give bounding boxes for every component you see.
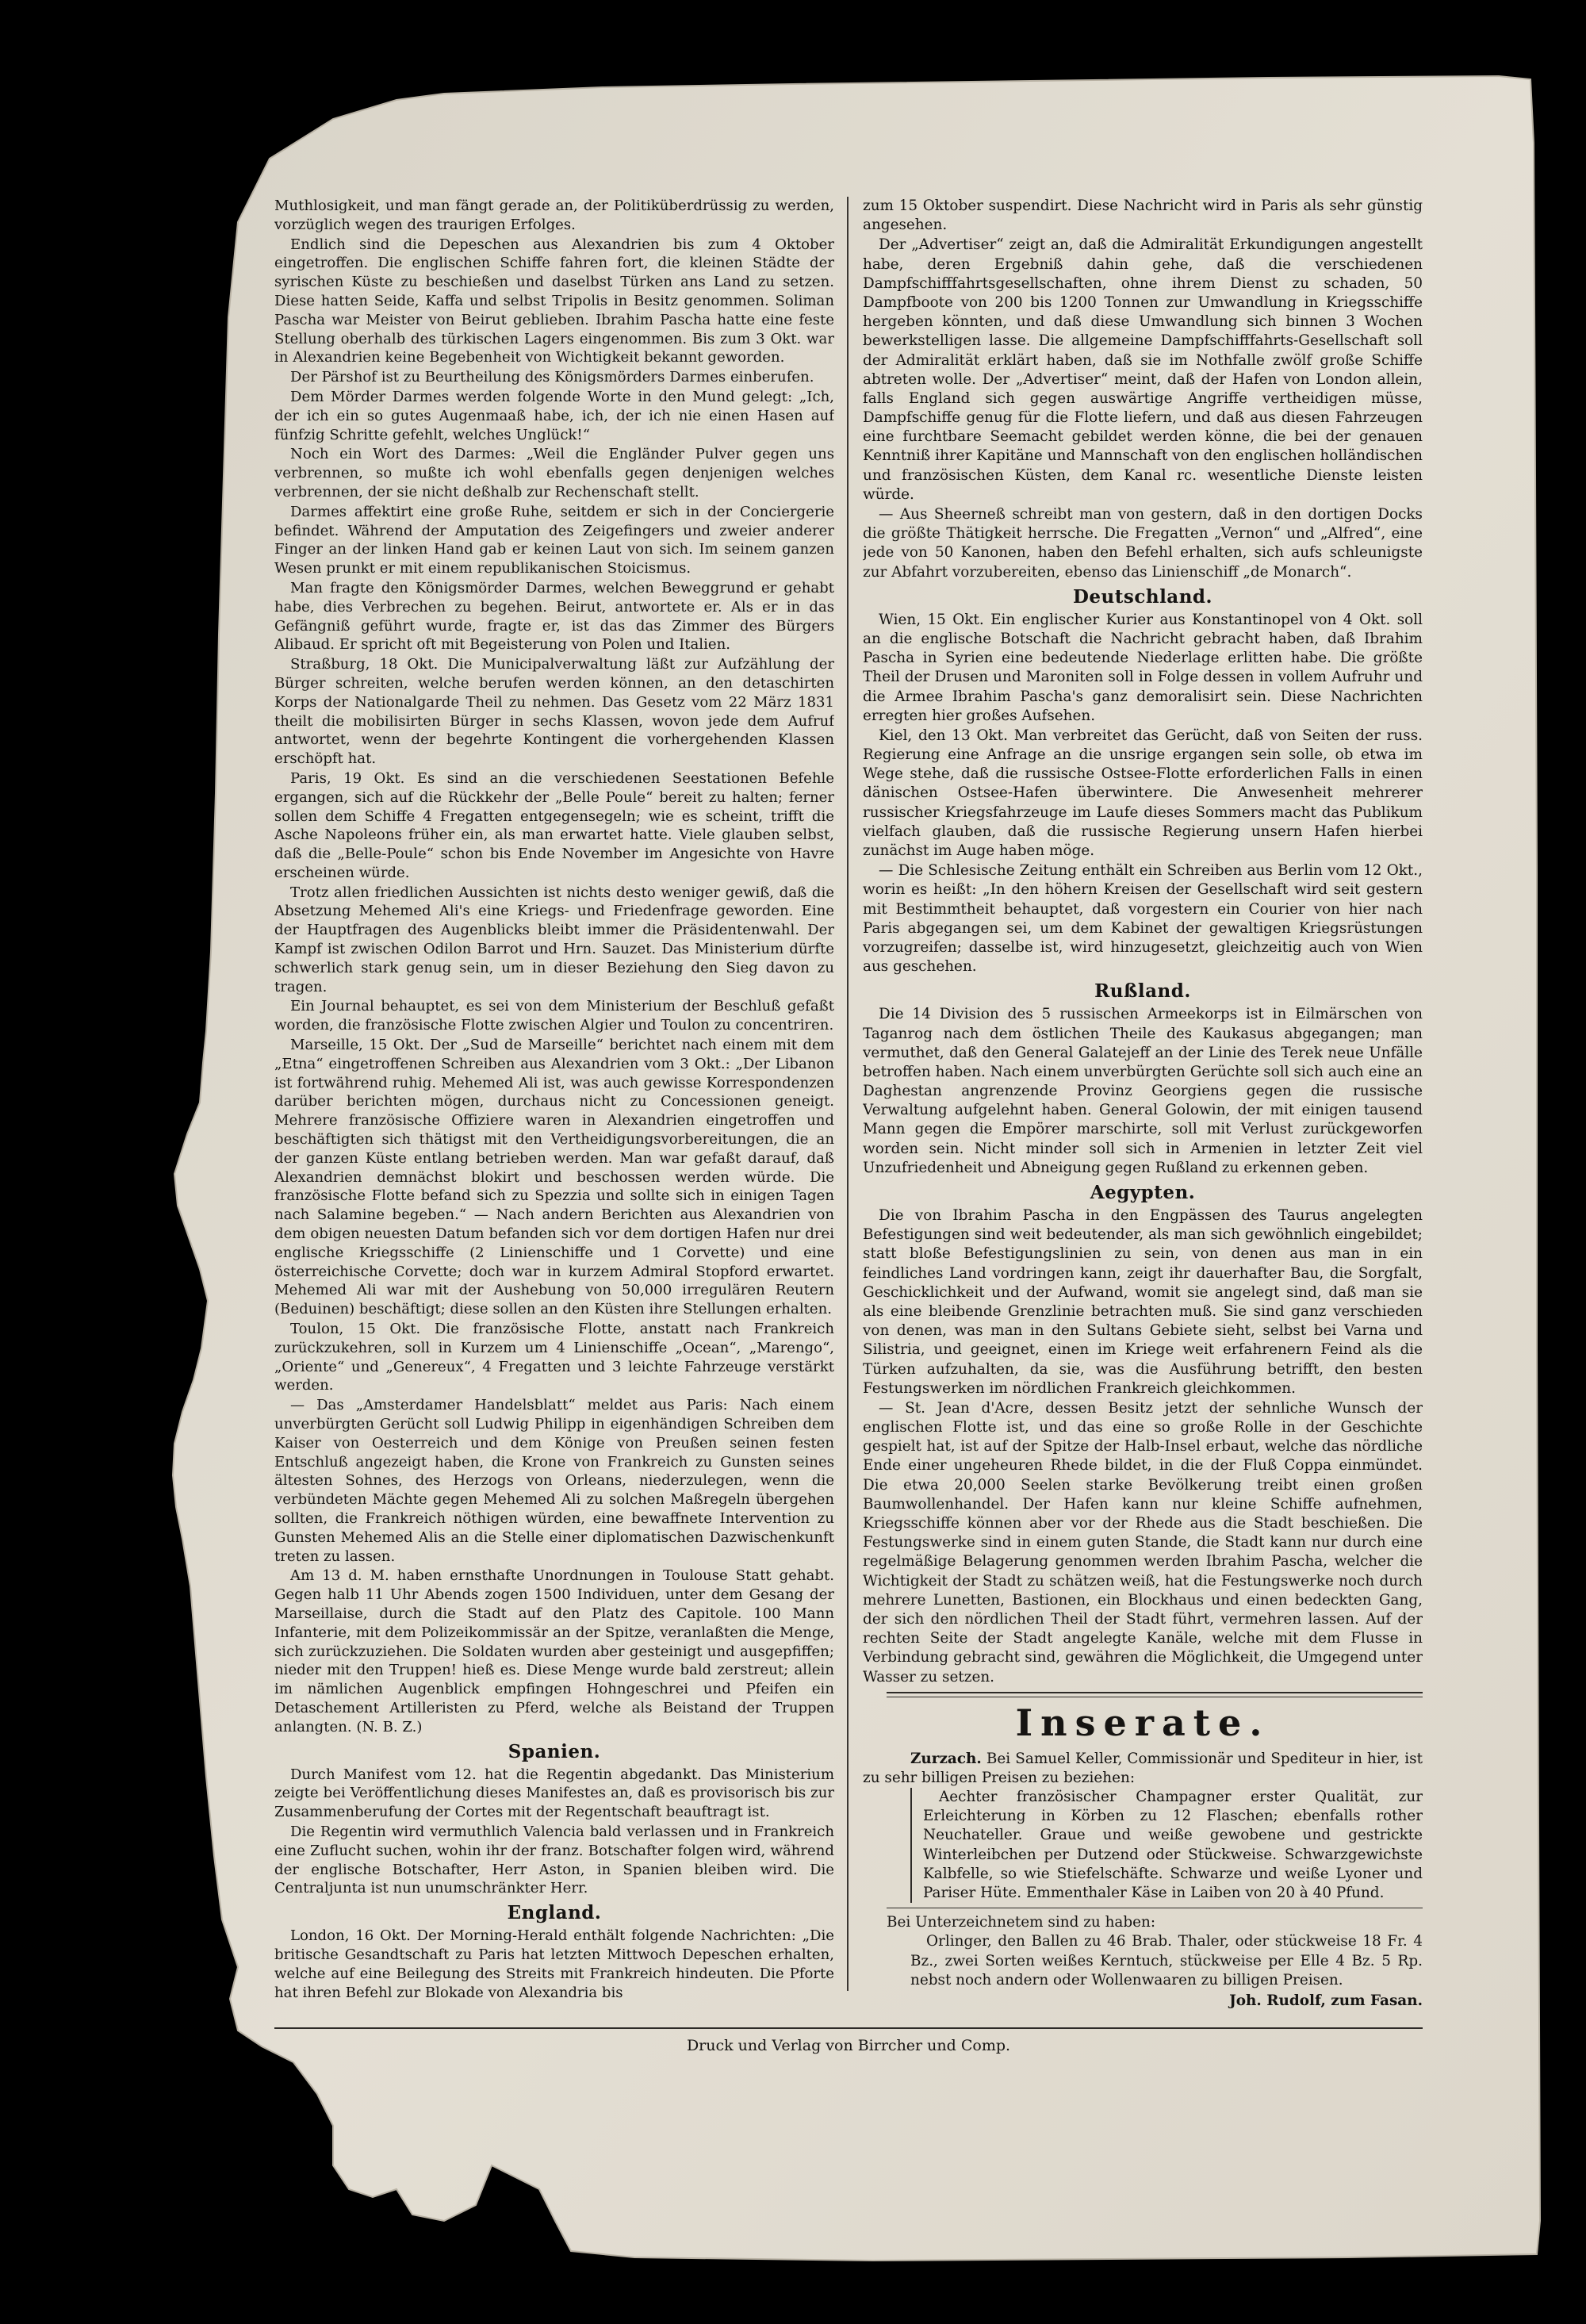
section-heading-england: England. — [507, 1902, 602, 1924]
article-paragraph: — Aus Sheerneß schreibt man von gestern, daß in den dortigen Docks die größte Thätigkeit herrsche. Die Fregatten „Vernon“ und „Alfred“, eine jede von 50 Kanonen, haben den Befehl erhalten, sich aufs schleunigste zur Abfahrt vorzubereiten, ebenso das Linienschiff „de Monarch“. — [863, 506, 1423, 581]
article-paragraph: Noch ein Wort des Darmes: „Weil die Engländer Pulver gegen uns verbrennen, so mußte ich wohl ebenfalls gegen denjenigen welches verbrennen, der sie nicht deßhalb zur Rechenschaft stellt. — [274, 446, 834, 500]
article-paragraph: Marseille, 15 Okt. Der „Sud de Marseille“ berichtet nach einem mit dem „Etna“ eingetroffenen Schreiben aus Alexandrien vom 3 Okt.: „Der Libanon ist fortwährend ruhig. Mehemed Ali ist, was auch gewisse Korrespondenzen darüber berichten mögen, durchaus nicht zu Concessionen geneigt. Mehrere französische Offiziere waren in Alexandrien eingetroffen und beschäftigten sich thätigst mit den Vertheidigungsvorbereitungen, die an der ganzen Küste entlang betrieben werden. Man war gefaßt darauf, daß Alexandrien demnächst blokirt und beschossen werden würde. Die französische Flotte befand sich zu Spezzia und sollte sich in einigen Tagen nach Salamine begeben.“ — Nach andern Berichten aus Alexandrien von dem obigen neuesten Datum befanden sich vor dem dortigen Hafen nur drei englische Kriegsschiffe (2 Linienschiffe und 1 Corvette) und eine österreichische Corvette; doch war in kurzem Admiral Stopford erwartet. Mehemed Ali war mit der Aushebung von 50,000 irregulären Reutern (Beduinen) beschäftigt; diese sollen an den Küsten ihre Stellungen erhalten. — [274, 1037, 834, 1318]
article-paragraph: Dem Mörder Darmes werden folgende Worte in den Mund gelegt: „Ich, der ich ein so gutes Augenmaaß habe, ich, der ich nie einen Hasen auf fünfzig Schritte gefehlt, welches Unglück!“ — [274, 388, 834, 443]
article-paragraph: Toulon, 15 Okt. Die französische Flotte, anstatt nach Frankreich zurückzukehren, soll in Kurzem um 4 Linienschiffe „Ocean“, „Marengo“, „Oriente“ und „Genereux“, 4 Fregatten und 3 leichte Fahrzeuge verstärkt werden. — [274, 1321, 834, 1394]
article-paragraph: Durch Manifest vom 12. hat die Regentin abgedankt. Das Ministerium zeigte bei Veröffentlichung dieses Manifestes an, daß es provisorisch bis zur Zusammenberufung der Cortes mit der Regentschaft beauftragt ist. — [274, 1766, 834, 1821]
inserate-heading: Inserate. — [1015, 1701, 1270, 1744]
article-paragraph: Darmes affektirt eine große Ruhe, seitdem er sich in der Conciergerie befindet. Während der Amputation des Zeigefingers und zweier anderer Finger an der linken Hand gab er keinen Laut von sich. Im seinem ganzen Wesen prunkt er mit einem republikanischen Stoicismus. — [274, 503, 834, 577]
ad-signature: Joh. Rudolf, zum Fasan. — [1229, 1992, 1423, 2009]
article-paragraph: Die von Ibrahim Pascha in den Engpässen des Taurus angelegten Befestigungen sind weit bedeutender, als man sich gewöhnlich eingebildet; statt bloße Befestigungslinien zu sein, von denen aus man in ein feindliches Land vordringen kann, zeigt ihr dauerhafter Bau, die Sorgfalt, Geschicklichkeit und der Aufwand, womit sie angelegt sind, daß man sie als eine bleibende Grenzlinie betrachten muß. Sie sind ganz verschieden von denen, was man in den Sultans Gebiete sieht, selbst bei Varna und Silistria, und geeignet, einen im Kriege weit erfahrenern Feind als die Türken aufzuhalten, da sie, was die Ausführung betrifft, den besten Festungswerken im nördlichen Frankreich gleichkommen. — [863, 1207, 1423, 1397]
article-paragraph: Endlich sind die Depeschen aus Alexandrien bis zum 4 Oktober eingetroffen. Die englischen Schiffe fahren fort, die kleinen Städte der syrischen Küste zu beschießen und daselbst Türken ans Land zu setzen. Diese hatten Seide, Kaffa und selbst Tripolis in Besitz genommen. Soliman Pascha war Meister von Beirut geblieben. Ibrahim Pascha hatte eine feste Stellung oberhalb des türkischen Lagers eingenommen. Bis zum 3 Okt. war in Alexandrien keine Begebenheit von Wichtigkeit bekannt geworden. — [274, 236, 834, 366]
article-paragraph: — Das „Amsterdamer Handelsblatt“ meldet aus Paris: Nach einem unverbürgten Gerücht soll Ludwig Philipp in eigenhändigen Schreiben dem Kaiser von Oesterreich und dem Könige von Preußen seinen festen Entschluß angezeigt haben, die Krone von Frankreich zu Gunsten seines ältesten Sohnes, des Herzogs von Orleans, niederzulegen, wenn die verbündeten Mächte gegen Mehemed Ali zu solchen Maßregeln übergehen sollten, die Frankreich nöthigen würden, eine bewaffnete Intervention zu Gunsten Mehemed Alis an die Stelle einer diplomatischen Dazwischenkunft treten zu lassen. — [274, 1397, 834, 1565]
ad-intro: Bei Unterzeichnetem sind zu haben: — [887, 1914, 1156, 1931]
article-paragraph: Wien, 15 Okt. Ein englischer Kurier aus Konstantinopel von 4 Okt. soll an die englische Botschaft die Nachricht gebracht haben, daß Ibrahim Pascha in Syrien eine bedeutende Niederlage erlitten habe. Die größte Theil der Drusen und Maroniten soll in Folge dessen in vollem Aufruhr und die Armee Ibrahim Pascha's ganz demoralisirt sein. Diese Nachrichten erregten hier großes Aufsehen. — [863, 611, 1423, 724]
ad-location: Zurzach. — [910, 1750, 982, 1767]
imprint: Druck und Verlag von Birrcher und Comp. — [686, 2037, 1011, 2054]
article-paragraph: Muthlosigkeit, und man fängt gerade an, der Politiküberdrüssig zu werden, vorzüglich wegen des traurigen Erfolges. — [274, 198, 834, 233]
right-column — [863, 197, 1423, 2013]
section-heading-russland: Rußland. — [1094, 980, 1191, 1003]
advertisement-rudolf — [863, 1913, 1423, 2011]
article-paragraph: Man fragte den Königsmörder Darmes, welchen Beweggrund er gehabt habe, dies Verbrechen zu begehen. Beirut, antwortete er. Als er in das Gefängniß geführt wurde, fragte er, ist das das Zimmer des Bürgers Alibaud. Er spricht oft mit Begeisterung von Polen und Italien. — [274, 579, 834, 654]
ad-intro: Bei Samuel Keller, Commissionär und Spediteur in hier, ist zu sehr billigen Preisen zu beziehen: — [863, 1750, 1423, 1786]
advertisement-keller — [863, 1750, 1423, 1904]
article-paragraph: Am 13 d. M. haben ernsthafte Unordnungen in Toulouse Statt gehabt. Gegen halb 11 Uhr Abends zogen 1500 Individuen, unter dem Gesang der Marseillaise, durch die Stadt auf den Platz des Capitole. 100 Mann Infanterie, mit dem Polizeikommissär an der Spitze, veranlaßten die Menge, sich zurückzuziehen. Die Soldaten wurden aber gesteinigt und ausgepfiffen; nieder mit den Truppen! hieß es. Diese Menge wurde bald zerstreut; allein im nämlichen Augenblick empfingen Hohngeschrei und Pfeifen ein Detaschement Artilleristen zu Pferd, welche als Beistand der Truppen anlangten. (N. B. Z.) — [274, 1567, 834, 1735]
ad-offer-box — [910, 1788, 1423, 1903]
section-heading-spanien: Spanien. — [508, 1740, 601, 1762]
section-heading-deutschland: Deutschland. — [1072, 585, 1213, 608]
column-divider — [847, 197, 849, 1991]
left-column — [274, 197, 834, 2013]
article-paragraph: Der „Advertiser“ zeigt an, daß die Admiralität Erkundigungen angestellt habe, deren Ergebniß dahin gehe, daß die verschiedenen Dampfschifffahrtsgesellschaften, ohne ihrem Dienst zu schaden, 50 Dampfboote von 200 bis 1200 Tonnen zur Umwandlung in Kriegsschiffe hergeben könnten, und daß diese Umwandlung sich binnen 3 Wochen bewerkstelligen lasse. Die allgemeine Dampfschifffahrts-Gesellschaft soll der Admiralität erklärt haben, daß sie im Nothfalle zwölf große Schiffe abtreten wolle. Der „Advertiser“ meint, daß der Hafen von London allein, falls England sich gegen auswärtige Angriffe vertheidigen müsse, Dampfschiffe genug für die Flotte liefern, und daß aus diesen Fahrzeugen eine furchtbare Seemacht gebildet werden könne, die bei der genauen Kenntniß ihrer Kapitäne und Mannschaft von den englischen holländischen und französischen Küsten, dem Kanal rc. wesentliche Dienste leisten würde. — [863, 236, 1423, 503]
article-paragraph: Trotz allen friedlichen Aussichten ist nichts desto weniger gewiß, daß die Absetzung Mehemed Ali's eine Kriegs- und Friedenfrage geworden. Eine der Hauptfragen des Augenblicks bleibt immer die Präsidentenwahl. Der Kampf ist zwischen Odilon Barrot und Hrn. Sauzet. Das Ministerium dürfte schwerlich stark genug sein, um in dieser Beziehung den Sieg davon zu tragen. — [274, 884, 834, 995]
article-paragraph: Der Pärshof ist zu Beurtheilung des Königsmörders Darmes einberufen. — [290, 369, 814, 386]
article-paragraph: — St. Jean d'Acre, dessen Besitz jetzt der sehnliche Wunsch der englischen Flotte ist, und das eine so große Rolle in der Geschichte gespielt hat, ist auf der Spitze der Halb-Insel erbaut, welche das nördliche Ende einer ungeheuren Rhede bildet, in die der Fluß Coppa einmündet. Die etwa 20,000 Seelen starke Bevölkerung treibt einen großen Baumwollenhandel. Der Hafen kann nur kleine Schiffe aufnehmen, Kriegsschiffe können aber vor der Rhede aus die Stadt beschießen. Die Festungswerke sind in einem guten Stande, die Stadt kann nur durch eine regelmäßige Belagerung genommen werden Ibrahim Pascha, welcher die Wichtigkeit der Stadt zu schätzen weiß, hat die Festungswerke noch durch mehrere Lunetten, Bastionen, ein Blockhaus und einen bedeckten Gang, der sich den nördlichen Theil der Stadt führt, vermehren lassen. Auf der rechten Seite der Stadt angelegte Kanäle, welche mit dem Flusse in Verbindung gebracht sind, gewähren die Möglichkeit, die Umgegend unter Wasser zu setzen. — [863, 1399, 1423, 1685]
article-paragraph: London, 16 Okt. Der Morning-Herald enthält folgende Nachrichten: „Die britische Gesandtschaft zu Paris hat letzten Mittwoch Depeschen erhalten, welche auf eine Beilegung des Streits mit Frankreich hindeuten. Die Pforte hat ihren Befehl zur Blokade von Alexandria bis — [274, 1927, 834, 2001]
inserate-rule — [887, 1692, 1423, 1697]
article-paragraph: Straßburg, 18 Okt. Die Municipalverwaltung läßt zur Aufzählung der Bürger schreiten, welche berufen werden können, an den detaschirten Korps der Nationalgarde Theil zu nehmen. Das Gesetz vom 22 März 1831 theilt die mobilisirten Bürger in sechs Klassen, wovon jede dem Aufruf antwortet, wenn der begehrte Kontingent die vorhergehenden Klassen erschöpft hat. — [274, 656, 834, 768]
article-paragraph: Kiel, den 13 Okt. Man verbreitet das Gerücht, daß von Seiten der russ. Regierung eine Anfrage an die unsrige ergangen sein solle, ob etwa im Wege stehe, daß die russische Ostsee-Flotte erforderlichen Falls in einen dänischen Ostsee-Hafen überwintere. Die Anwesenheit mehrerer russischer Kriegsfahrzeuge im Laufe dieses Sommers macht das Publikum vielfach glauben, daß die russische Regierung unsern Hafen hierbei zunächst im Auge haben möge. — [863, 727, 1423, 859]
ad-offer-text: Orlinger, den Ballen zu 46 Brab. Thaler, oder stückweise 18 Fr. 4 Bz., zwei Sorten weißes Kerntuch, stückweise per Elle 4 Bz. 5 Rp. nebst noch andern oder Wollenwaaren zu billigen Preisen. — [910, 1933, 1423, 1988]
article-paragraph: Die Regentin wird vermuthlich Valencia bald verlassen und in Frankreich eine Zuflucht suchen, wohin ihr der franz. Botschafter folgen wird, während der englische Botschafter, Herr Aston, in Spanien bleiben wird. Die Centraljunta ist nun unumschränkter Herr. — [274, 1823, 834, 1897]
footer-rule — [274, 2027, 1423, 2029]
article-paragraph: Ein Journal behauptet, es sei von dem Ministerium der Beschluß gefaßt worden, die französische Flotte zwischen Algier und Toulon zu concentriren. — [274, 998, 834, 1034]
ad-offer-text: Aechter französischer Champagner erster Qualität, zur Erleichterung in Körben zu 12 Flaschen; ebenfalls rother Neuchateller. Graue und weiße gewobene und gestrickte Winterleibchen per Dutzend oder Stückweise. Schwarzgewichste Kalbfelle, so wie Stiefelschäfte. Schwarze und weiße Lyoner und Pariser Hüte. Emmenthaler Käse in Laiben von 20 à 40 Pfund. — [923, 1789, 1423, 1901]
article-paragraph: zum 15 Oktober suspendirt. Diese Nachricht wird in Paris als sehr günstig angesehen. — [863, 198, 1423, 234]
section-heading-aegypten: Aegypten. — [1090, 1182, 1196, 1203]
article-paragraph: Die 14 Division des 5 russischen Armeekorps ist in Eilmärschen von Taganrog nach dem östlichen Theile des Kaukasus abgegangen; man vermuthet, daß den General Galatejeff an der Linie des Terek neue Unfälle betroffen haben. Nach einem unverbürgten Gerüchte soll sich auch eine an Daghestan angrenzende Provinz Georgiens gegen die russische Verwaltung aufgelehnt haben. General Golowin, der mit einigen tausend Mann gegen die Empörer marschirte, soll mit Verlust zurückgeworfen worden sein. Nicht minder soll sich in Armenien in letzter Zeit viel Unzufriedenheit und Abneigung gegen Rußland zu erkennen geben. — [863, 1006, 1423, 1176]
article-paragraph: Paris, 19 Okt. Es sind an die verschiedenen Seestationen Befehle ergangen, sich auf die Rückkehr der „Belle Poule“ bereit zu halten; ferner sollen dem Schiffe 4 Fregatten entgegensegeln; wie es scheint, trifft die Asche Napoleons früher ein, als man erwartet hatte. Viele glauben selbst, daß die „Belle-Poule“ schon bis Ende November im Angesichte von Havre erscheinen würde. — [274, 769, 834, 881]
article-paragraph: — Die Schlesische Zeitung enthält ein Schreiben aus Berlin vom 12 Okt., worin es heißt: „In den höhern Kreisen der Gesellschaft wird seit gestern mit Bestimmtheit behauptet, daß vorgestern ein Courier von hier nach Paris abgegangen sei, um dem Kabinet der gewaltigen Kriegsrüstungen vorzugreifen; dasselbe ist, wird hinzugesetzt, gleichzeitig auch von Wien aus geschehen. — [863, 862, 1423, 976]
